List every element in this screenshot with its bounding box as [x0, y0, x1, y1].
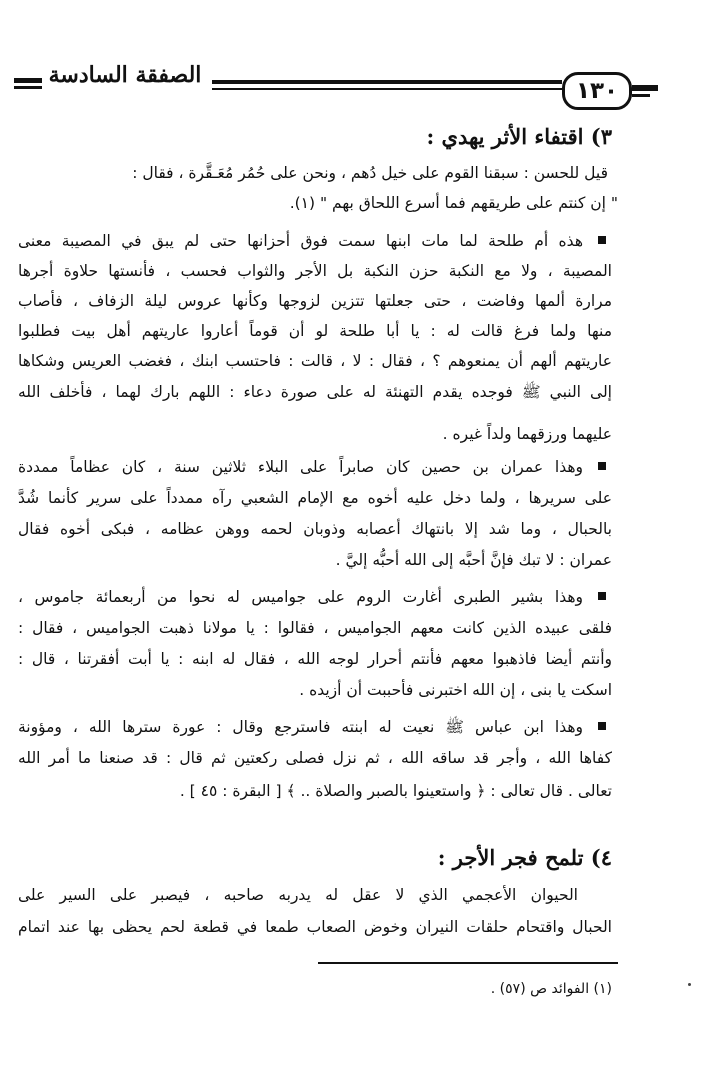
text-line: مرارة ألمها وفاضت ، حتى جعلتها تتزين لزوجها وكأنها عروس ليلة الزفاف ، فأصاب [18, 292, 612, 310]
header-rule [212, 80, 562, 84]
header-rule [212, 88, 562, 90]
header-ornament [632, 85, 658, 91]
text-line: وهذا عمران بن حصين كان صابراً على البلاء ثلاثين سنة ، كان عظاماً ممددة [18, 458, 583, 476]
header-ornament [14, 78, 42, 83]
page-number: ١٣٠ [562, 72, 632, 110]
text-line: " إن كنتم على طريقهم فما أسرع اللحاق بهم " (١). [289, 194, 618, 212]
text-line: منها ولما فرغ قالت له : يا أبا طلحة لو أن قوماً أعاروا عاريتهم أهل بيت فطلبوا [18, 322, 612, 340]
text-line: هذه أم طلحة لما مات ابنها سمت فوق أحزانها حتى لم يبق في المصيبة معنى [18, 232, 583, 250]
text-line: وهذا بشير الطبرى أغارت الروم على جواميس له نحوا من أربعمائة جاموس ، [18, 588, 583, 606]
text-line: فلقى عبيده الذين كانت معهم الجواميس ، فقالوا : يا مولانا ذهبت الجواميس ، فقال : [18, 619, 612, 637]
text-line: وهذا ابن عباس ﷺ نعيت له ابنته فاسترجع وقال : عورة سترها الله ، ومؤونة [18, 718, 583, 736]
text-line: اسكت يا بنى ، إن الله اختبرنى فأحببت أن أزيده . [299, 681, 612, 699]
section-heading: ٣) اقتفاء الأثر يهدي : [426, 124, 612, 149]
text-line: كفاها الله ، وأجر قد ساقه الله ، ثم نزل فصلى ركعتين ثم قال : قد صنعنا ما أمر الله [18, 749, 612, 767]
text-line: بالحبال ، وما شد إلا بانتهاك أعصابه وذوبان لحمه ووهن عظامه ، فبكى أخوه فقال [18, 520, 612, 538]
text-line: قيل للحسن : سبقنا القوم على خيل دُهم ، ونحن على حُمُر مُعَـقَّرة ، فقال : [132, 164, 608, 182]
bullet-marker [598, 722, 606, 730]
footnote: (١) الفوائد ص (٥٧) . [490, 981, 612, 997]
text-line: على سريرها ، ولما دخل عليه أخوه مع الإمام الشعبي رآه ممدداً على سرير كأنما شُدَّ [18, 489, 612, 507]
text-line: الحيوان الأعجمي الذي لا عقل له يدربه صاحبه ، فيصبر على السير على [18, 886, 578, 904]
text-line: وأنتم أيضا فاذهبوا معهم فأنتم أحرار لوجه الله ، فقال له ابنه : يا أبت أفقرتنا ، قال : [18, 650, 612, 668]
text-line: الحبال واقتحام حلقات النيران وخوض الصعاب طمعا في قطعة لحم يحظى بها عند اتمام [18, 918, 612, 936]
chapter-title: الصفقة السادسة [48, 62, 202, 88]
text-line: إلى النبي ﷺ فوجده يقدم التهنئة له على صورة دعاء : اللهم بارك لهما ، فأخلف الله [18, 383, 612, 401]
margin-mark [688, 983, 691, 986]
footnote-rule [318, 962, 618, 964]
text-line: تعالى . قال تعالى : ﴿ واستعينوا بالصبر والصلاة .. ﴾ [ البقرة : ٤٥ ] . [179, 782, 612, 800]
bullet-marker [598, 236, 606, 244]
text-line: المصيبة ، ولا مع النكبة حزن النكبة بل الأجر والثواب فحسب ، فأنستها حلاوة أجرها [18, 262, 612, 280]
header-ornament [632, 94, 650, 97]
text-line: عمران : لا تبك فإنَّ أحبَّه إلى الله أحبُّه إليَّ . [335, 551, 612, 569]
section-heading: ٤) تلمح فجر الأجر : [437, 845, 612, 870]
header-ornament [14, 86, 42, 89]
text-line: عاريتهم ألهم أن يمنعوهم ؟ ، فقال : لا ، قالت : فاحتسب ابنك ، فغضب العريس وشكاها [18, 352, 612, 370]
bullet-marker [598, 462, 606, 470]
bullet-marker [598, 592, 606, 600]
text-line: عليهما ورزقهما ولداً غيره . [442, 425, 612, 443]
